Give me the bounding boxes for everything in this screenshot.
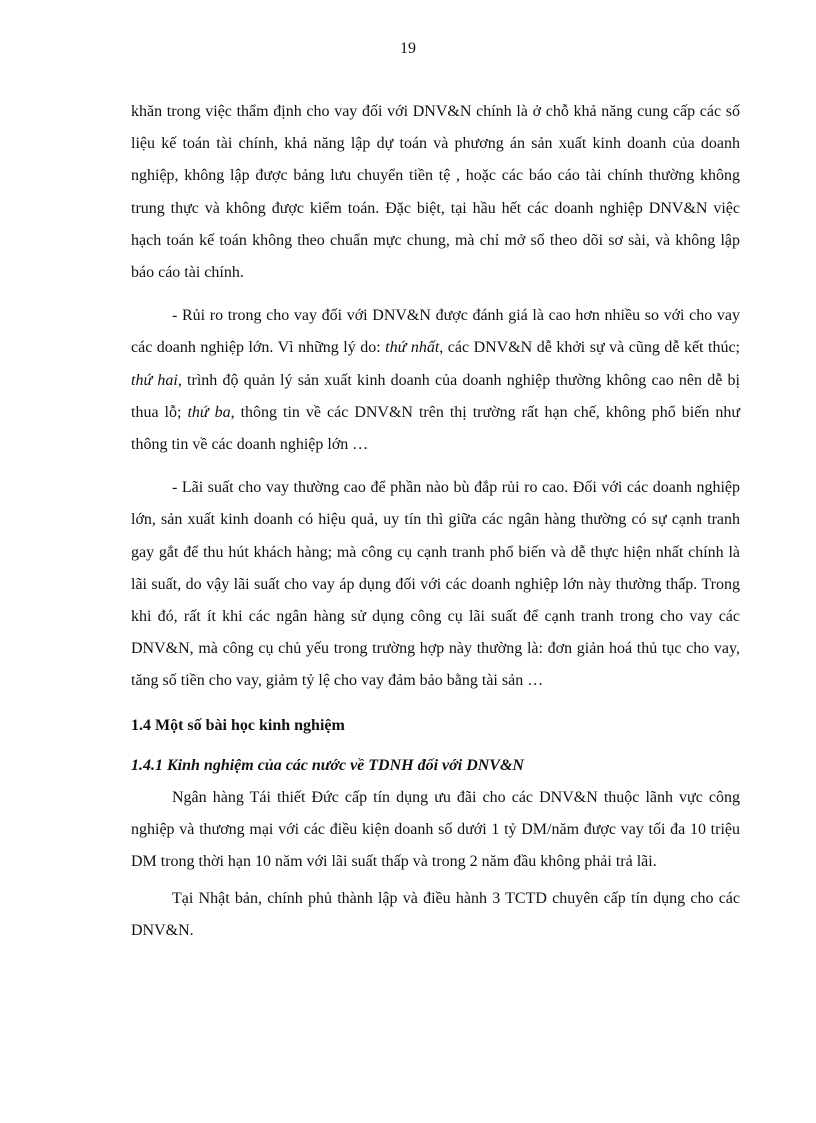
section-heading-1-4: 1.4 Một số bài học kinh nghiệm bbox=[131, 716, 345, 734]
italic-second: thứ hai bbox=[131, 371, 178, 389]
paragraph-interest: - Lãi suất cho vay thường cao để phần nào bù đắp rủi ro cao. Đối với các doanh nghiệp lớn, sản xuất kinh doanh có hiệu quả, uy tín thì giữa các ngân hàng thường có sự cạnh tranh gay gắt để thu hút khách hàng; mà công cụ cạnh tranh phổ biến và dễ thực hiện nhất chính là lãi suất, do vậy lãi suất cho vay áp dụng đối với các doanh nghiệp lớn này thường thấp. Trong khi đó, rất ít khi các ngân hàng sử dụng công cụ lãi suất để cạnh tranh trong cho vay các DNV&N, mà công cụ chủ yếu trong trường hợp này thường là: đơn giản hoá thủ tục cho vay, tăng số tiền cho vay, giảm tỷ lệ cho vay đảm bảo bằng tài sản … bbox=[131, 479, 740, 690]
paragraph-continuation: khăn trong việc thẩm định cho vay đối với DNV&N chính là ở chỗ khả năng cung cấp các số liệu kế toán tài chính, khả năng lập dự toán và phương án sản xuất kinh doanh của doanh nghiệp, không lập được bảng lưu chuyển tiền tệ , hoặc các báo cáo tài chính thường không trung thực và không được kiểm toán. Đặc biệt, tại hầu hết các doanh nghiệp DNV&N việc hạch toán kế toán không theo chuẩn mực chung, mà chỉ mở sổ theo dõi sơ sài, và không lập báo cáo tài chính. bbox=[131, 103, 740, 282]
page-number: 19 bbox=[400, 40, 416, 57]
italic-third: thứ ba bbox=[187, 403, 231, 421]
paragraph-japan: Tại Nhật bản, chính phủ thành lập và điều hành 3 TCTD chuyên cấp tín dụng cho các DNV&N. bbox=[131, 889, 740, 939]
paragraph-risk-text-3: , trình độ quản lý sản xuất kinh doanh của doanh nghiệp thường không cao nên dễ bị thua lỗ; bbox=[131, 371, 741, 421]
italic-first: thứ nhất bbox=[385, 339, 440, 357]
page-body bbox=[131, 96, 740, 947]
paragraph-risk-text-1: - Rủi ro trong cho vay đối với DNV&N được đánh giá là cao hơn nhiều so với cho vay các doanh nghiệp lớn. Vì những lý do: bbox=[131, 307, 740, 357]
section-heading-1-4-1: 1.4.1 Kinh nghiệm của các nước về TDNH đối với DNV&N bbox=[131, 756, 524, 774]
paragraph-risk-text-4: , thông tin về các DNV&N trên thị trường rất hạn chế, không phổ biến như thông tin về các doanh nghiệp lớn … bbox=[131, 403, 741, 454]
paragraph-germany: Ngân hàng Tái thiết Đức cấp tín dụng ưu đãi cho các DNV&N thuộc lãnh vực công nghiệp và thương mại với các điều kiện doanh số dưới 1 tỷ DM/năm được vay tối đa 10 triệu DM trong thời hạn 10 năm với lãi suất thấp và trong 2 năm đầu không phải trả lãi. bbox=[131, 789, 740, 871]
paragraph-risk bbox=[131, 300, 740, 461]
paragraph-risk-text-2: , các DNV&N dễ khởi sự và cũng dễ kết thúc; bbox=[439, 339, 740, 357]
